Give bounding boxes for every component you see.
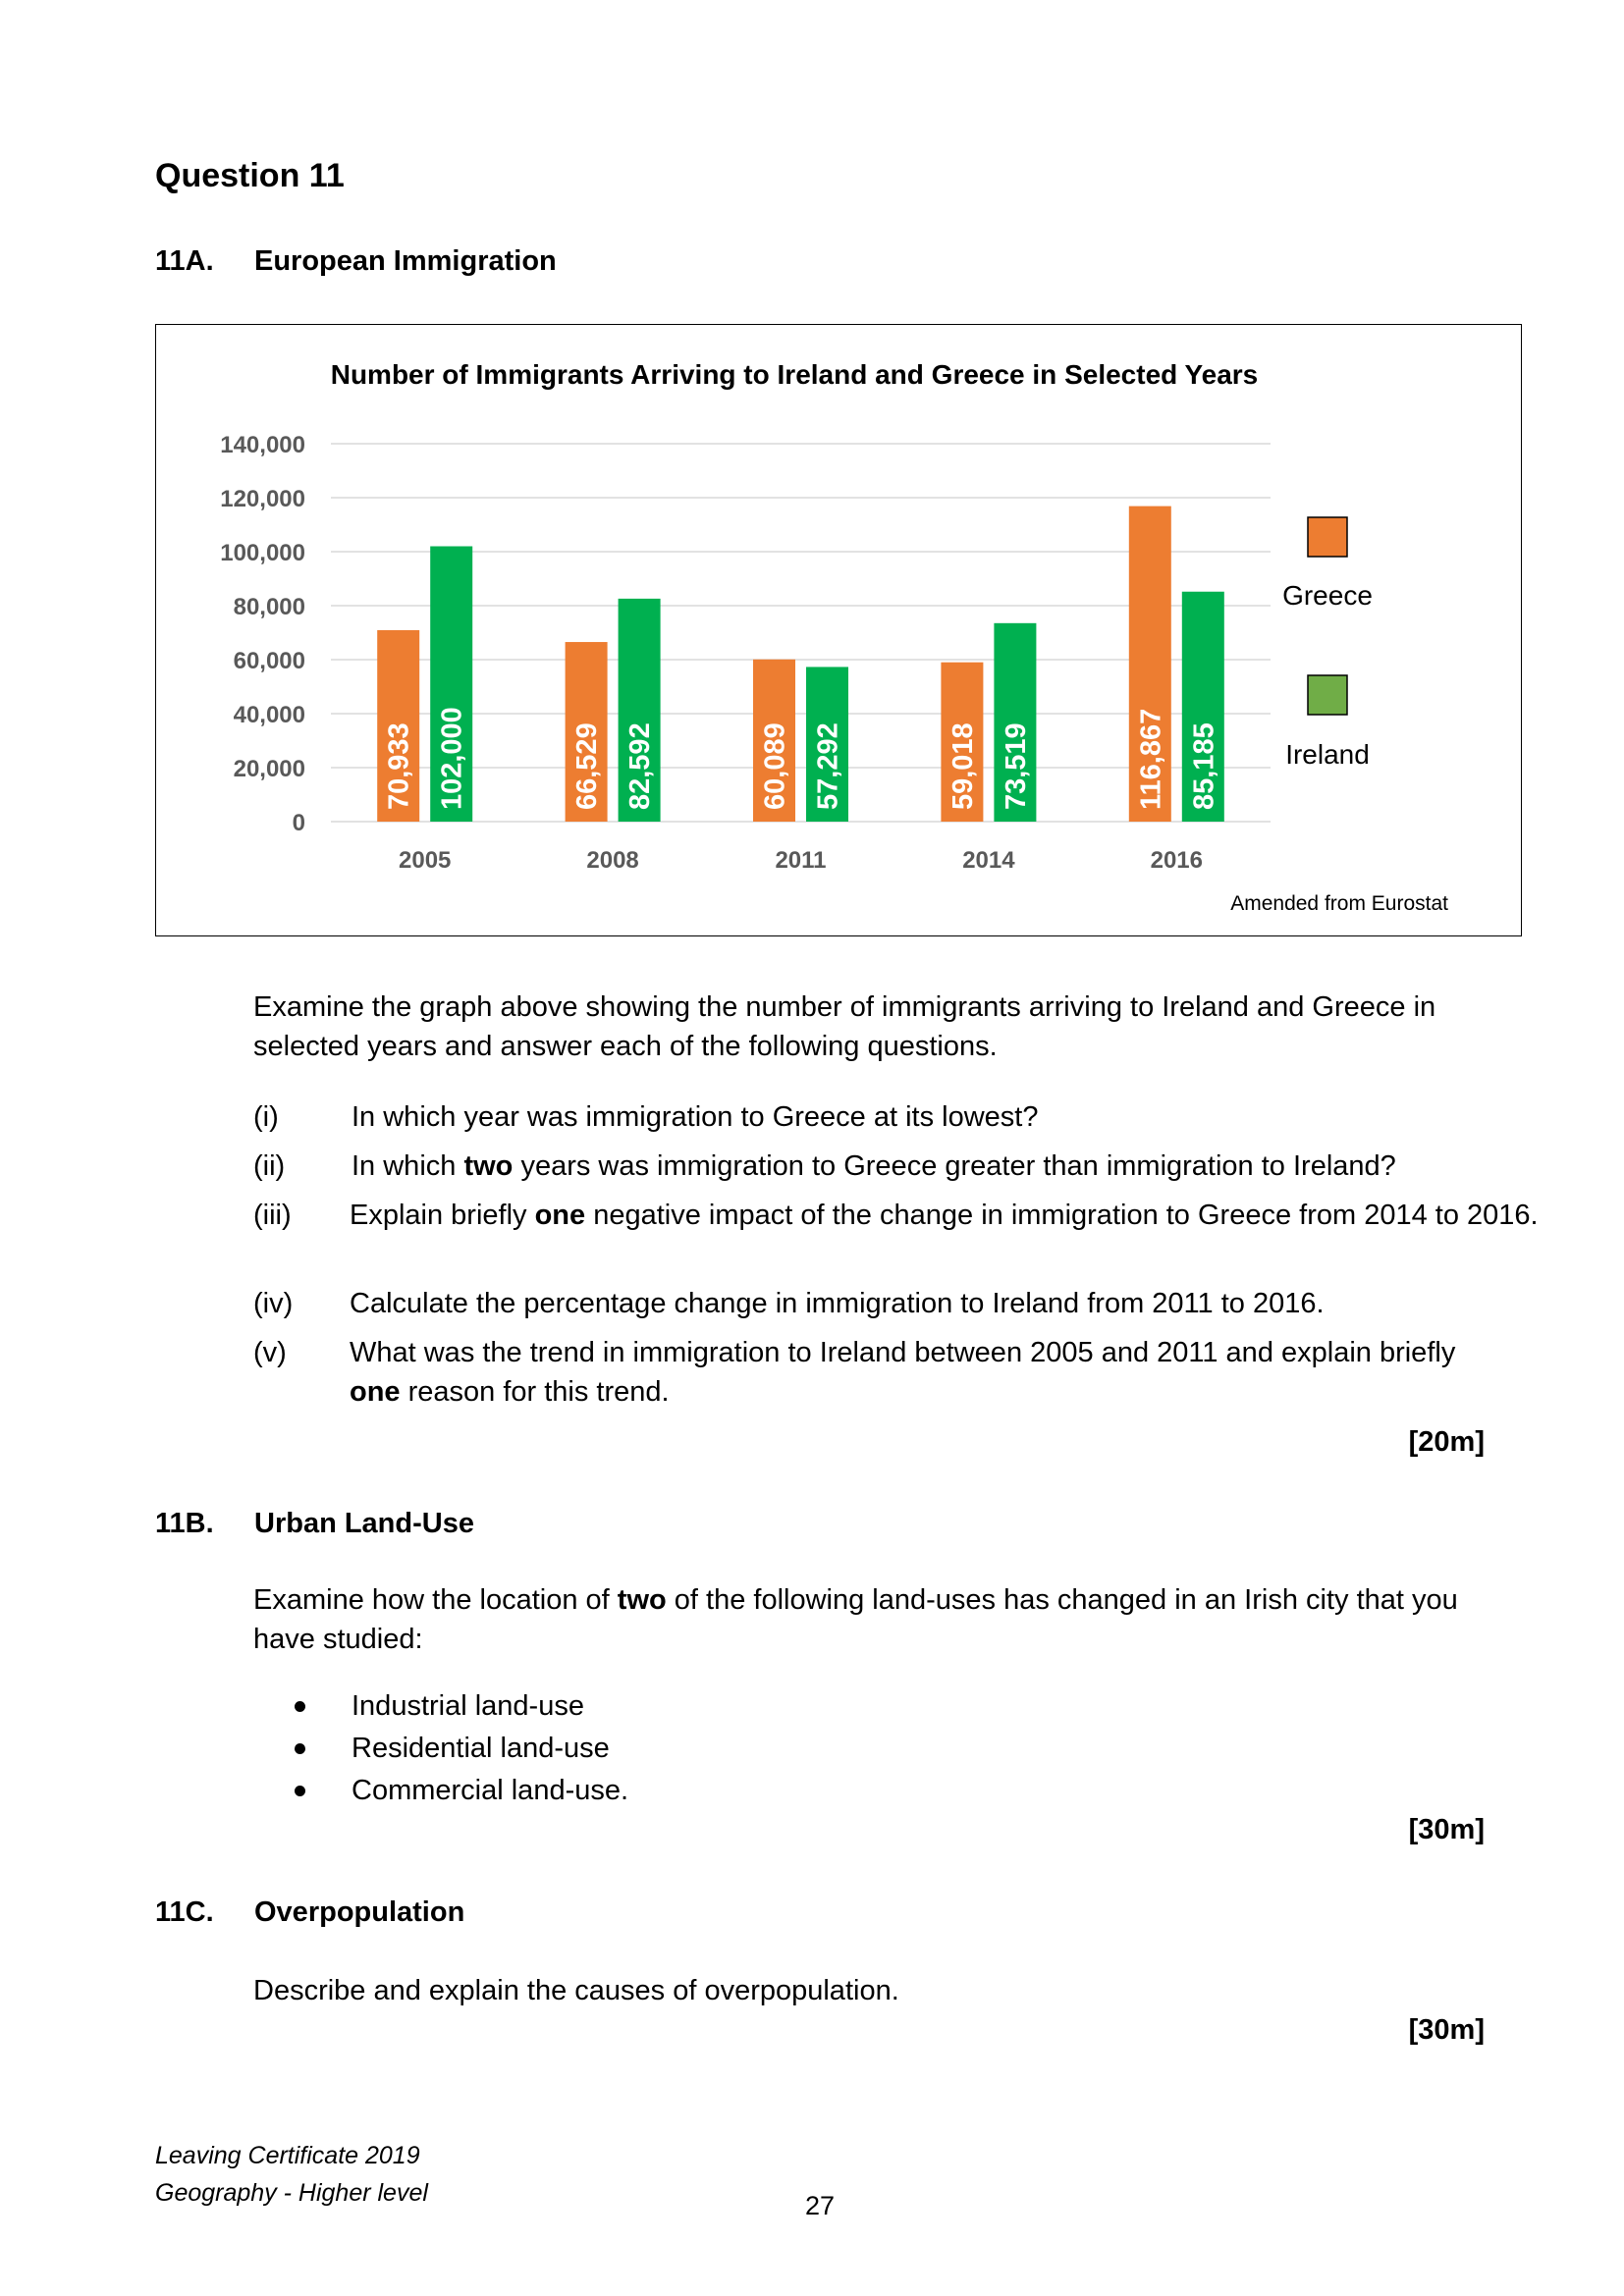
data-label: 102,000 xyxy=(436,707,468,810)
page-number: 27 xyxy=(805,2191,836,2220)
question-text-emphasis: one xyxy=(350,1376,401,1408)
question-label: (i) xyxy=(253,1101,279,1133)
footer-subject: Geography - Higher level xyxy=(155,2179,428,2207)
x-tick-label: 2005 xyxy=(399,847,452,874)
question-item xyxy=(253,1147,1490,1186)
section-c-title: Overpopulation xyxy=(254,1896,465,1928)
section-a-marks: [20m] xyxy=(1408,1426,1485,1458)
question-label: (iv) xyxy=(253,1288,294,1319)
y-tick-label: 0 xyxy=(292,810,305,836)
question-title: Question 11 xyxy=(155,157,345,194)
section-c-text: Describe and explain the causes of overpopulation. xyxy=(253,1975,899,2006)
question-text-part: Explain briefly xyxy=(350,1200,535,1231)
bullet-icon xyxy=(295,1743,305,1754)
question-label: (v) xyxy=(253,1337,287,1368)
section-b-intro-part: of the following land-uses has changed in an Irish city that you have studied: xyxy=(253,1584,1458,1655)
question-item xyxy=(253,1196,1539,1274)
question-text-emphasis: two xyxy=(463,1150,514,1182)
question-item xyxy=(253,1333,1490,1412)
section-a-intro: Examine the graph above showing the number of immigrants arriving to Ireland and Greece in selected years and answer each of the following questions. xyxy=(253,991,1436,1062)
question-item xyxy=(253,1284,1490,1323)
data-label: 85,185 xyxy=(1188,722,1220,810)
section-b-title: Urban Land-Use xyxy=(254,1508,474,1539)
y-tick-label: 80,000 xyxy=(233,594,305,620)
x-tick-label: 2008 xyxy=(586,847,639,874)
question-text xyxy=(350,1333,1469,1412)
section-c-marks: [30m] xyxy=(1408,2014,1485,2046)
question-text-emphasis: one xyxy=(534,1200,586,1231)
list-item-text: Residential land-use xyxy=(352,1733,610,1764)
data-label: 116,867 xyxy=(1135,708,1167,810)
data-label: 59,018 xyxy=(947,722,979,810)
question-text xyxy=(350,1196,1557,1235)
legend-label: Ireland xyxy=(1285,739,1370,770)
x-tick-label: 2014 xyxy=(962,847,1015,874)
question-text xyxy=(352,1097,1490,1137)
data-label: 60,089 xyxy=(759,722,791,810)
question-text xyxy=(350,1284,1489,1323)
question-text-part: What was the trend in immigration to Ireland between 2005 and 2011 and explain briefly xyxy=(350,1337,1456,1368)
section-a-number: 11A. xyxy=(155,245,214,277)
question-text xyxy=(352,1147,1490,1186)
y-tick-label: 120,000 xyxy=(220,486,305,512)
legend-swatch-ireland xyxy=(1308,675,1347,715)
section-b-intro-emphasis: two xyxy=(617,1584,667,1616)
data-label: 66,529 xyxy=(571,722,604,810)
section-b-intro-part: Examine how the location of xyxy=(253,1584,618,1616)
question-text-part: negative impact of the change in immigration to Greece from 2014 to 2016. xyxy=(585,1200,1539,1231)
question-text-part: In which xyxy=(352,1150,464,1182)
section-b-marks: [30m] xyxy=(1408,1814,1485,1845)
chart-title: Number of Immigrants Arriving to Ireland and Greece in Selected Years xyxy=(330,359,1259,390)
y-tick-label: 20,000 xyxy=(233,756,305,782)
question-text-part: years was immigration to Greece greater than immigration to Ireland? xyxy=(513,1150,1396,1182)
question-text-part: Calculate the percentage change in immigration to Ireland from 2011 to 2016. xyxy=(350,1288,1325,1319)
question-label: (iii) xyxy=(253,1200,292,1231)
bullet-icon xyxy=(295,1786,305,1796)
y-tick-label: 60,000 xyxy=(233,648,305,674)
data-label: 73,519 xyxy=(1000,722,1032,810)
x-tick-label: 2016 xyxy=(1150,847,1203,874)
section-c-heading xyxy=(155,1896,842,1936)
chart-source: Amended from Eurostat xyxy=(1230,892,1448,915)
bar-chart xyxy=(156,325,1523,937)
bullet-icon xyxy=(295,1701,305,1712)
y-tick-label: 40,000 xyxy=(233,702,305,728)
section-b-heading xyxy=(155,1508,842,1547)
question-item xyxy=(253,1097,1490,1137)
data-label: 82,592 xyxy=(624,722,657,810)
question-text-part: In which year was immigration to Greece at its lowest? xyxy=(352,1101,1039,1133)
immigration-chart xyxy=(155,324,1522,936)
section-a-title: European Immigration xyxy=(254,245,557,277)
y-tick-label: 100,000 xyxy=(220,540,305,566)
section-a-heading xyxy=(155,245,842,285)
question-text-part: reason for this trend. xyxy=(400,1376,670,1408)
legend-label: Greece xyxy=(1282,580,1373,611)
x-tick-label: 2011 xyxy=(775,847,827,874)
question-label: (ii) xyxy=(253,1150,286,1182)
footer-exam-name: Leaving Certificate 2019 xyxy=(155,2142,420,2169)
y-tick-label: 140,000 xyxy=(220,432,305,458)
legend-swatch-greece xyxy=(1308,517,1347,557)
list-item-text: Commercial land-use. xyxy=(352,1775,629,1806)
data-label: 57,292 xyxy=(812,722,844,810)
section-b-intro xyxy=(253,1580,1461,1659)
section-b-number: 11B. xyxy=(155,1508,214,1539)
section-c-number: 11C. xyxy=(155,1896,214,1928)
list-item-text: Industrial land-use xyxy=(352,1690,584,1722)
data-label: 70,933 xyxy=(383,722,415,810)
